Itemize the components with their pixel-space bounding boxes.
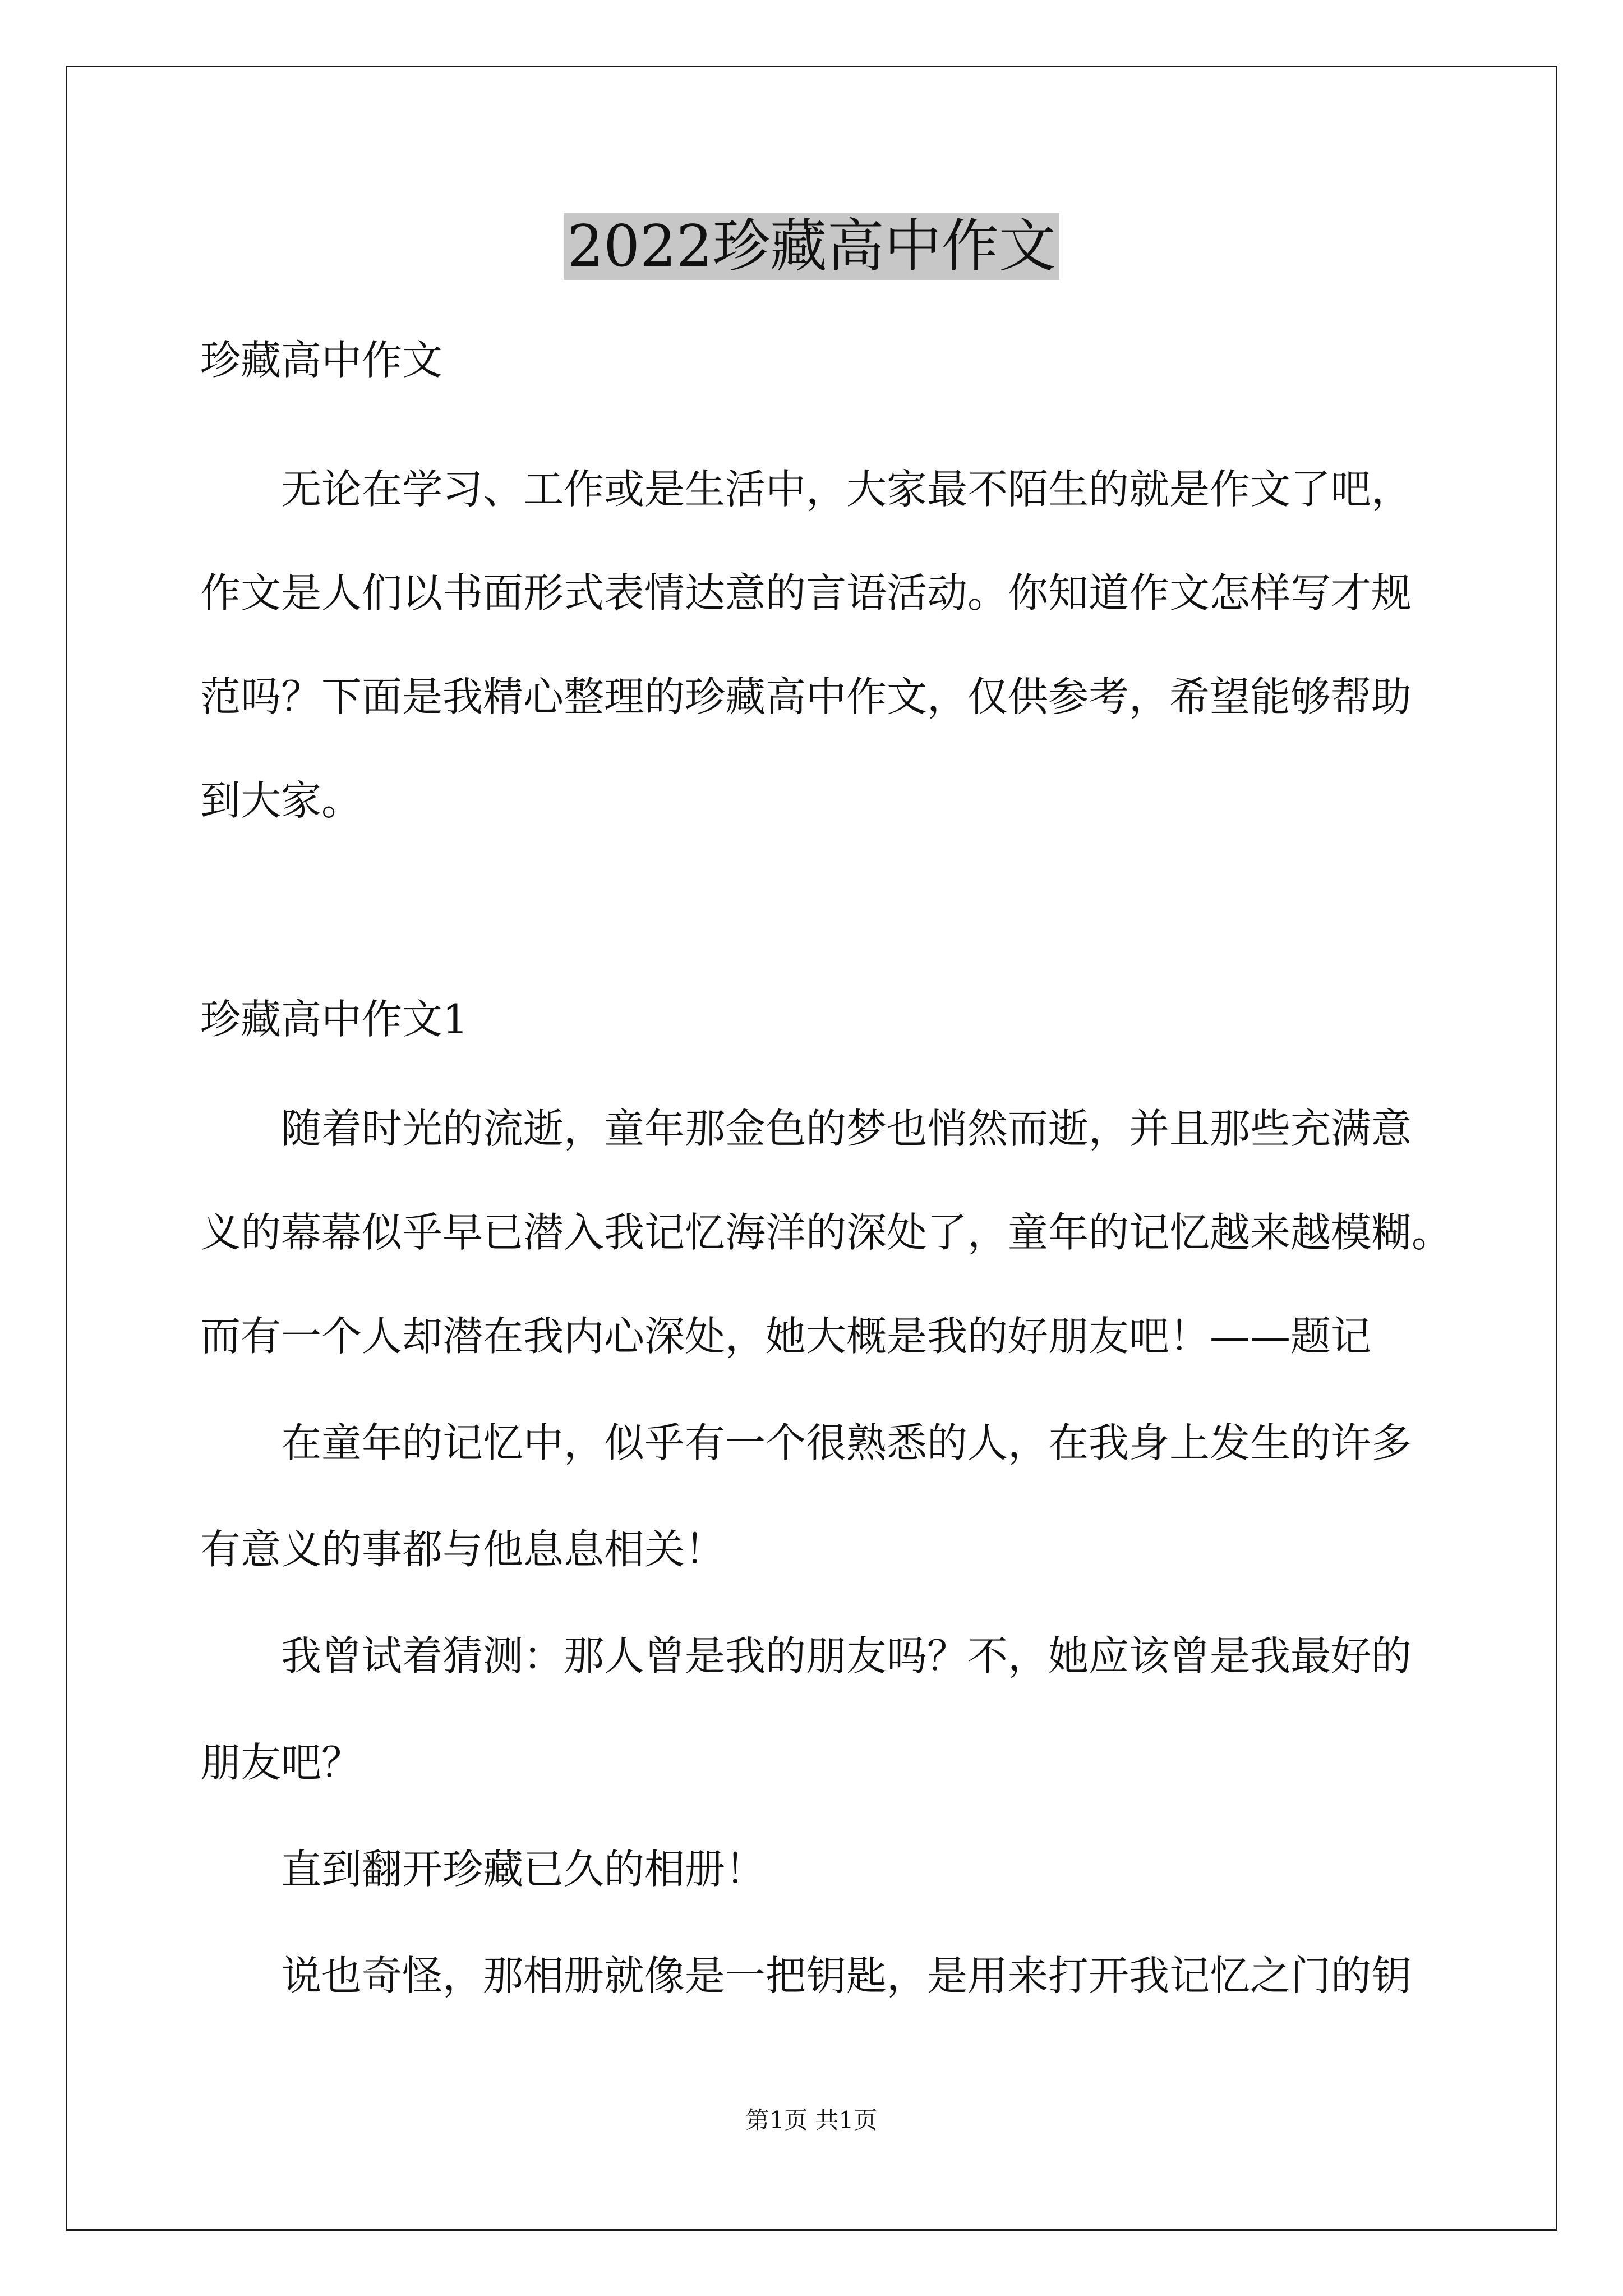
paragraph-line: 义的幕幕似乎早已潜入我记忆海洋的深处了，童年的记忆越来越模糊。 — [200, 1209, 1453, 1256]
paragraph-line: 到大家。 — [200, 777, 362, 824]
document-title: 2022珍藏高中作文 — [0, 205, 1623, 289]
paragraph-line: 说也奇怪，那相册就像是一把钥匙，是用来打开我记忆之门的钥 — [281, 1952, 1412, 1999]
intro-heading: 珍藏高中作文 — [200, 337, 443, 384]
paragraph-line: 有意义的事都与他息息相关！ — [200, 1526, 726, 1573]
paragraph-line: 范吗？下面是我精心整理的珍藏高中作文，仅供参考，希望能够帮助 — [200, 673, 1412, 720]
paragraph-line: 我曾试着猜测：那人曾是我的朋友吗？不，她应该曾是我最好的 — [281, 1632, 1412, 1680]
paragraph-line: 而有一个人却潜在我内心深处，她大概是我的好朋友吧！——题记 — [200, 1313, 1372, 1360]
section-heading: 珍藏高中作文1 — [200, 996, 468, 1043]
paragraph-line: 无论在学习、工作或是生活中，大家最不陌生的就是作文了吧， — [281, 466, 1412, 513]
paragraph-line: 作文是人们以书面形式表情达意的言语活动。你知道作文怎样写才规 — [200, 569, 1412, 616]
paragraph-line: 随着时光的流逝，童年那金色的梦也悄然而逝，并且那些充满意 — [281, 1105, 1412, 1152]
page-footer: 第1页 共1页 — [745, 2106, 878, 2134]
paragraph-line: 直到翻开珍藏已久的相册！ — [281, 1846, 766, 1893]
paragraph-line: 朋友吧？ — [200, 1739, 362, 1786]
paragraph-line: 在童年的记忆中，似乎有一个很熟悉的人，在我身上发生的许多 — [281, 1419, 1412, 1466]
